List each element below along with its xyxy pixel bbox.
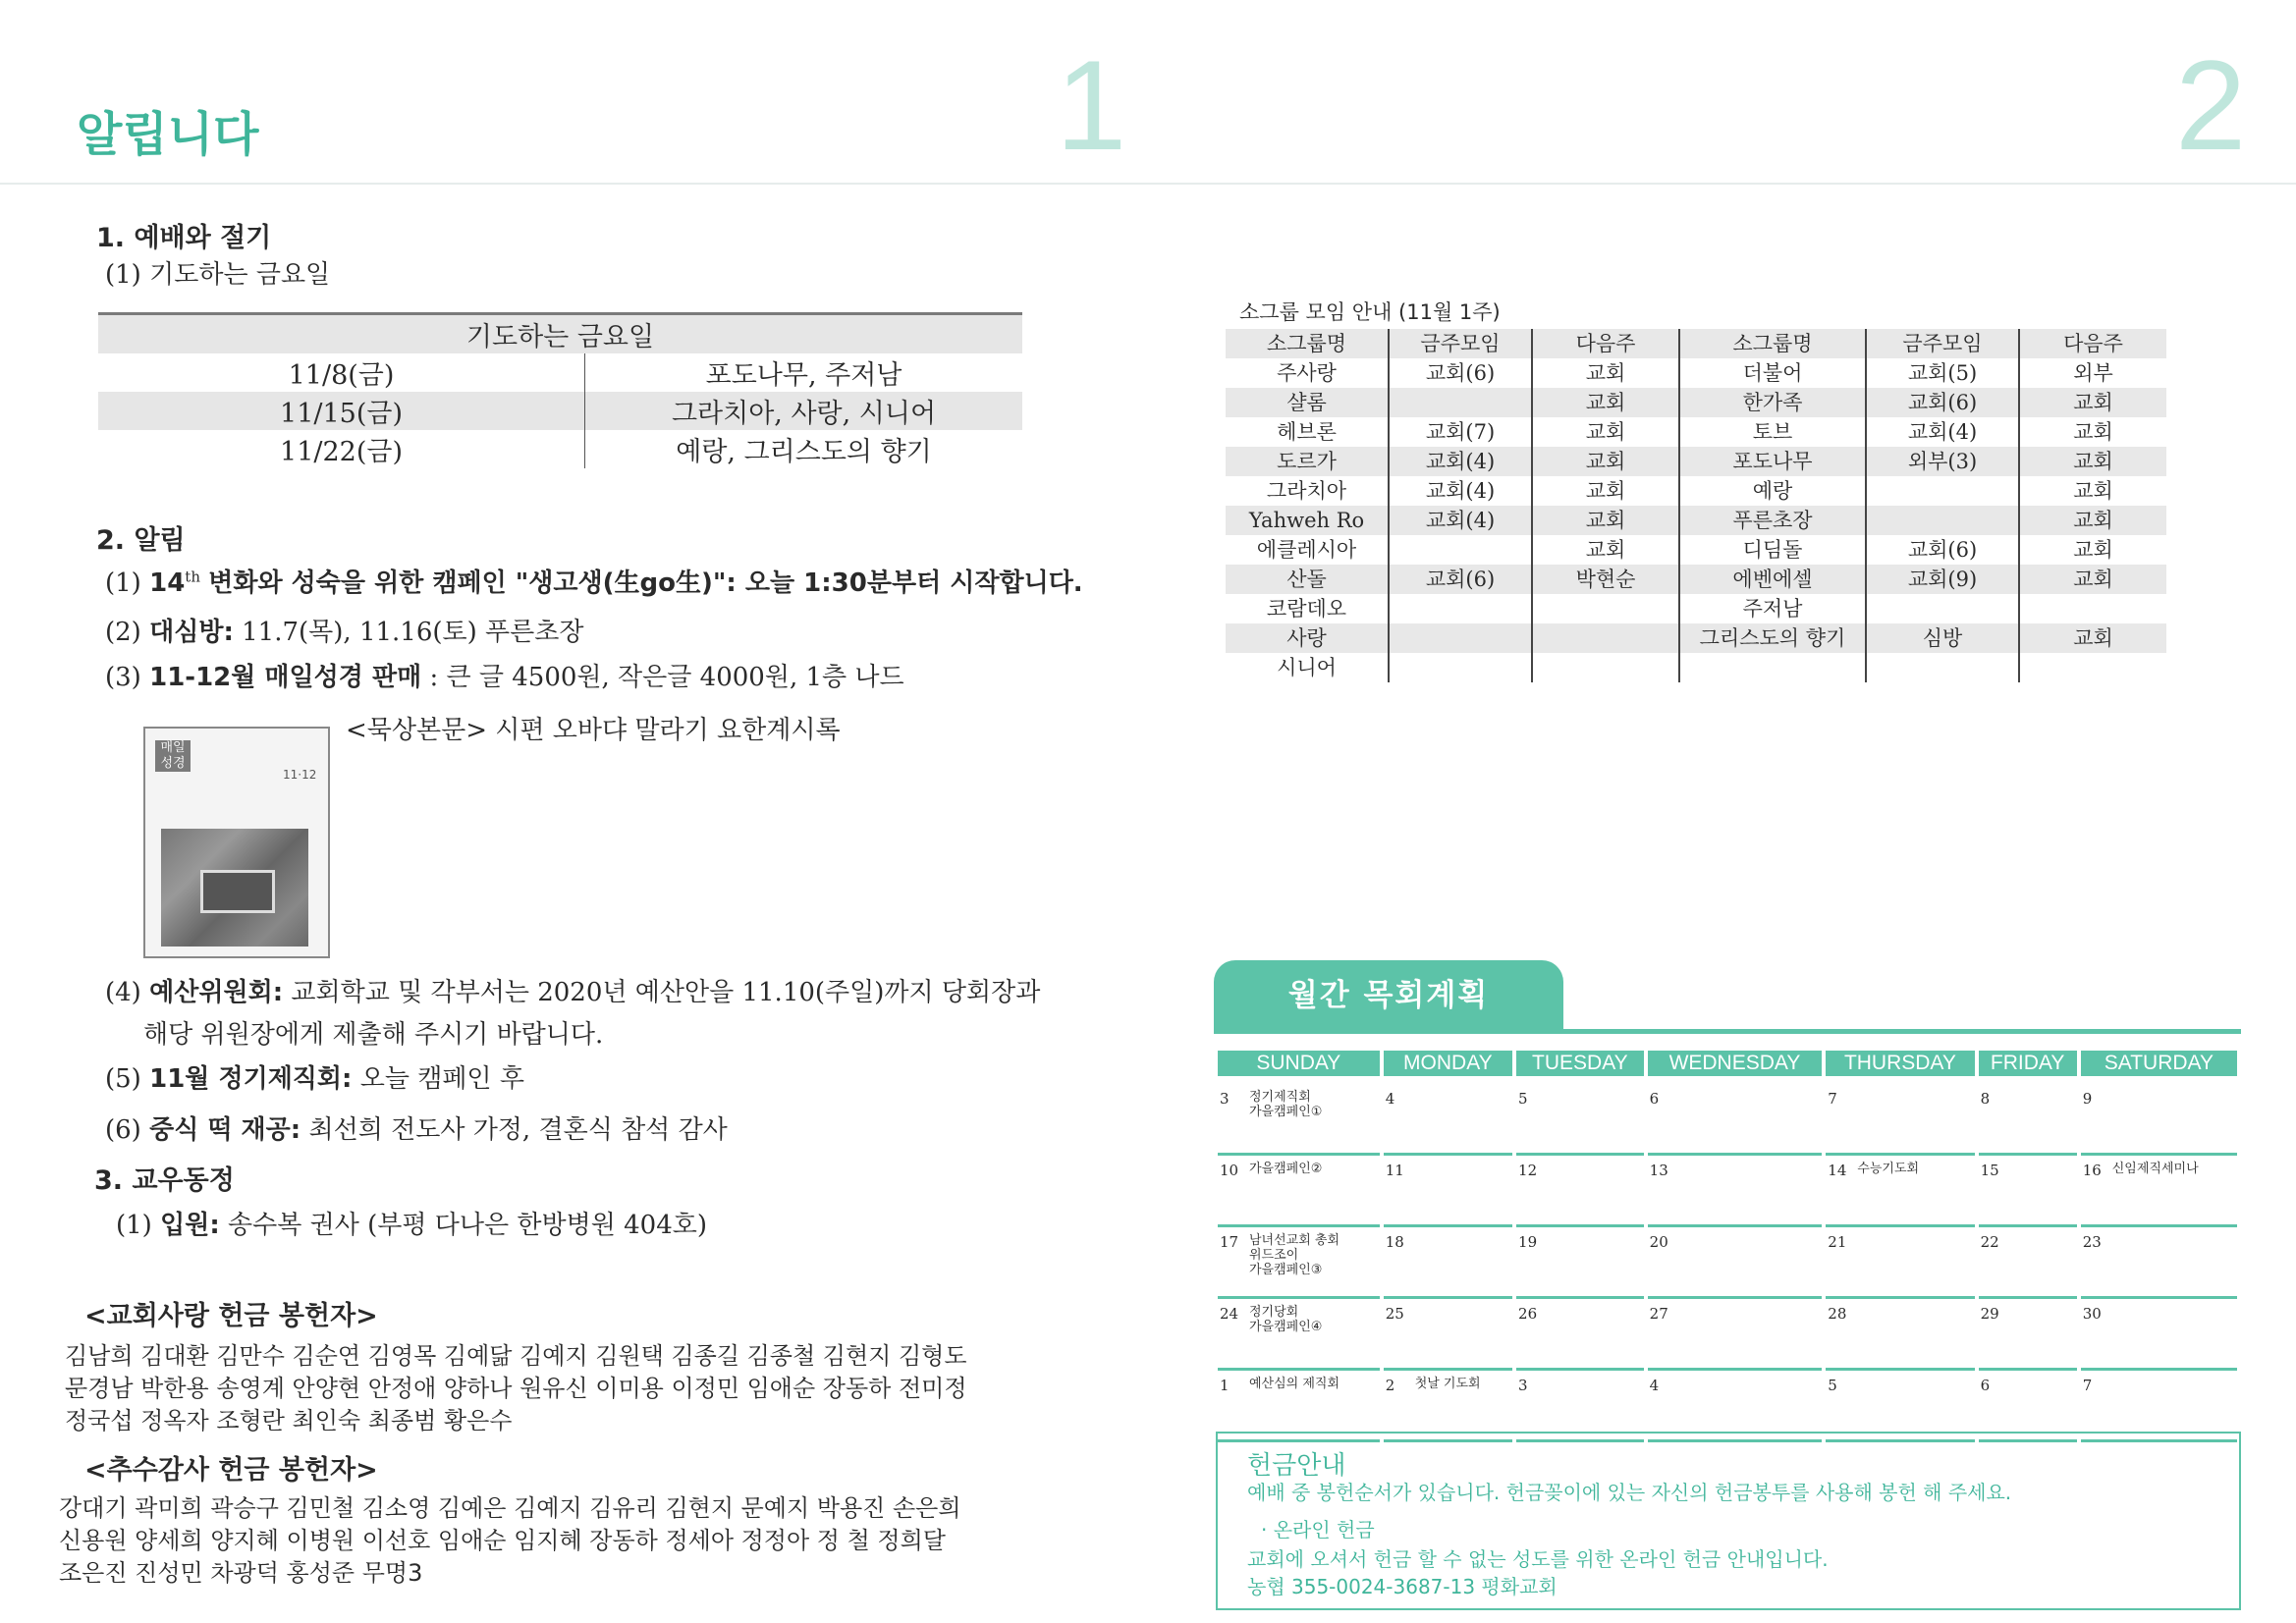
smallgroup-cell: 포도나무 <box>1679 447 1866 476</box>
smallgroup-cell: 교회 <box>1532 476 1679 506</box>
calendar-day-cell <box>1516 1227 1644 1299</box>
smallgroup-cell <box>1389 653 1532 682</box>
smallgroup-cell <box>1389 535 1532 565</box>
calendar-date-number: 29 <box>1980 1305 1999 1323</box>
giving-info-box <box>1216 1432 2241 1610</box>
calendar-date-number: 13 <box>1649 1162 1668 1179</box>
calendar-date-number: 15 <box>1980 1162 1999 1179</box>
smallgroup-cell <box>1389 594 1532 623</box>
smallgroup-cell: 주저남 <box>1679 594 1866 623</box>
smallgroup-row <box>1226 476 2166 506</box>
smallgroup-cell: 도르가 <box>1226 447 1389 476</box>
smallgroup-row <box>1226 653 2166 682</box>
calendar-day-cell <box>1826 1227 1974 1299</box>
calendar-day-header: SATURDAY <box>2081 1051 2237 1076</box>
calendar-day-cell <box>1516 1299 1644 1371</box>
prayer-date: 11/15(금) <box>98 392 585 430</box>
calendar-week-row <box>1218 1076 2237 1156</box>
prayer-friday-table <box>98 312 1022 468</box>
prayer-groups: 그라치아, 사랑, 시니어 <box>585 392 1023 430</box>
calendar-day-header: FRIDAY <box>1979 1051 2077 1076</box>
smallgroup-cell: 교회 <box>1532 535 1679 565</box>
calendar-day-cell <box>1826 1076 1974 1156</box>
calendar-date-number: 4 <box>1649 1377 1660 1394</box>
smallgroup-header-cell: 소그룹명 <box>1679 329 1866 358</box>
book-cover-frame <box>200 870 275 913</box>
calendar-date-number: 14 <box>1828 1162 1847 1179</box>
calendar-date-number: 12 <box>1518 1162 1538 1179</box>
calendar-day-cell <box>1218 1076 1380 1156</box>
smallgroup-table <box>1226 329 2166 682</box>
smallgroup-header-cell: 금주모임 <box>1866 329 2019 358</box>
smallgroup-row <box>1226 623 2166 653</box>
calendar-day-cell <box>1516 1076 1644 1156</box>
smallgroup-header-cell: 소그룹명 <box>1226 329 1389 358</box>
book-issue: 11·12 <box>283 768 317 782</box>
smallgroup-cell: 교회(6) <box>1389 565 1532 594</box>
calendar-date-number: 28 <box>1828 1305 1847 1323</box>
love-offering-donors <box>65 1340 967 1437</box>
calendar-event: 정기당회 가을캠페인④ <box>1249 1305 1323 1334</box>
smallgroup-cell: 사랑 <box>1226 623 1389 653</box>
calendar-date-number: 21 <box>1828 1233 1847 1251</box>
prayer-date: 11/8(금) <box>98 353 585 392</box>
calendar-day-header: MONDAY <box>1384 1051 1512 1076</box>
calendar-day-cell <box>1648 1156 1823 1227</box>
smallgroup-cell: 더불어 <box>1679 358 1866 388</box>
smallgroup-row <box>1226 565 2166 594</box>
calendar-day-cell <box>1826 1156 1974 1227</box>
calendar-title-underline <box>1214 1029 2241 1034</box>
calendar-week-row <box>1218 1299 2237 1371</box>
notice-item-3: (3) 11-12월 매일성경 판매 : 큰 글 4500원, 작은글 4000원, 1층 나드 <box>105 663 904 692</box>
members-item-1: (1) 입원: 송수복 권사 (부평 다나은 한방병원 404호) <box>116 1211 707 1240</box>
love-offering-heading: <교회사랑 헌금 봉헌자> <box>84 1301 378 1331</box>
section-members-title: 3. 교우동정 <box>94 1165 235 1196</box>
calendar-date-number: 19 <box>1518 1233 1538 1251</box>
smallgroup-cell: 교회(9) <box>1866 565 2019 594</box>
calendar-date-number: 7 <box>2082 1377 2093 1394</box>
smallgroup-cell <box>1532 653 1679 682</box>
calendar-date-number: 5 <box>1518 1090 1528 1108</box>
smallgroup-cell <box>1389 623 1532 653</box>
calendar-day-cell <box>1384 1299 1512 1371</box>
smallgroup-header-cell: 다음주 <box>2019 329 2166 358</box>
smallgroup-cell <box>1532 594 1679 623</box>
calendar-date-number: 1 <box>1220 1377 1230 1394</box>
calendar-day-header: WEDNESDAY <box>1648 1051 1823 1076</box>
calendar-date-number: 20 <box>1649 1233 1668 1251</box>
smallgroup-cell: 외부 <box>2073 361 2113 385</box>
calendar-date-number: 11 <box>1385 1162 1404 1179</box>
smallgroup-cell <box>2019 653 2166 682</box>
thanksgiving-offering-donors <box>59 1492 961 1590</box>
smallgroup-cell: 박현순 <box>1532 565 1679 594</box>
calendar-event: 첫날 기도회 <box>1414 1377 1481 1391</box>
calendar-date-number: 23 <box>2082 1233 2102 1251</box>
smallgroup-cell: Yahweh Ro <box>1226 506 1389 535</box>
calendar-day-cell <box>2081 1156 2237 1227</box>
smallgroup-cell: 주사랑 <box>1226 358 1389 388</box>
calendar-day-header: SUNDAY <box>1218 1051 1380 1076</box>
smallgroup-cell: 교회 <box>2019 565 2166 594</box>
notice-item-6: (6) 중식 떡 재공: 최선희 전도사 가정, 결혼식 참석 감사 <box>105 1115 728 1145</box>
smallgroup-cell: 교회(4) <box>1389 506 1532 535</box>
calendar-date-number: 3 <box>1220 1090 1230 1108</box>
calendar-date-number: 8 <box>1980 1090 1991 1108</box>
smallgroup-cell: 샬롬 <box>1226 388 1389 417</box>
smallgroup-cell: 예랑 <box>1679 476 1866 506</box>
page-number-left: 1 <box>1056 33 1127 177</box>
smallgroup-cell: 코람데오 <box>1226 594 1389 623</box>
smallgroup-cell: 토브 <box>1679 417 1866 447</box>
calendar-date-number: 5 <box>1828 1377 1837 1394</box>
notice-item-4-cont: 해당 위원장에게 제출해 주시기 바랍니다. <box>143 1020 604 1050</box>
notice-item-5: (5) 11월 정기제직회: 오늘 캠페인 후 <box>105 1064 524 1094</box>
smallgroup-cell <box>1866 506 2019 535</box>
smallgroup-header-cell: 금주모임 <box>1389 329 1532 358</box>
calendar-day-cell <box>1648 1076 1823 1156</box>
donor-line: 강대기 곽미희 곽승구 김민철 김소영 김예은 김예지 김유리 김현지 문예지 박용진 손은희 <box>59 1494 961 1522</box>
smallgroup-cell <box>1389 388 1532 417</box>
smallgroup-cell: 교회(5) <box>1866 358 2019 388</box>
smallgroup-cell: 교회 <box>1532 447 1679 476</box>
calendar-day-header: TUESDAY <box>1516 1051 1644 1076</box>
smallgroup-cell: 교회 <box>1532 506 1679 535</box>
calendar-day-cell <box>1979 1227 2077 1299</box>
calendar-day-cell <box>1218 1156 1380 1227</box>
smallgroup-cell: 교회 <box>2019 506 2166 535</box>
calendar-day-header: THURSDAY <box>1826 1051 1974 1076</box>
calendar-event: 남녀선교회 총회 위드조이 가을캠페인③ <box>1249 1233 1340 1277</box>
smallgroup-row <box>1226 535 2166 565</box>
notice-item-2: (2) 대심방: 11.7(목), 11.16(토) 푸른초장 <box>105 618 584 647</box>
prayer-groups: 예랑, 그리스도의 향기 <box>676 437 932 467</box>
calendar-date-number: 6 <box>1649 1090 1660 1108</box>
smallgroup-cell <box>1532 623 1679 653</box>
smallgroup-cell: 교회 <box>1532 417 1679 447</box>
calendar-day-cell <box>1826 1299 1974 1371</box>
smallgroup-cell: 외부(3) <box>1866 447 2019 476</box>
calendar-date-number: 30 <box>2082 1305 2102 1323</box>
calendar-date-number: 18 <box>1385 1233 1404 1251</box>
donor-line: 문경남 박한용 송영계 안양현 안정애 양하나 원유신 이미용 이정민 임애순 장동하 전미정 <box>65 1375 967 1402</box>
smallgroup-cell: 교회(6) <box>1866 535 2019 565</box>
thanksgiving-offering-heading: <추수감사 헌금 봉헌자> <box>84 1455 378 1486</box>
calendar-date-number: 27 <box>1649 1305 1668 1323</box>
calendar-week-row <box>1218 1227 2237 1299</box>
calendar-date-number: 4 <box>1385 1090 1395 1108</box>
calendar-day-cell <box>1384 1156 1512 1227</box>
smallgroup-cell <box>1679 653 1866 682</box>
smallgroup-cell: 시니어 <box>1226 653 1389 682</box>
smallgroup-cell: 헤브론 <box>1226 417 1389 447</box>
donor-line: 김남희 김대환 김만수 김순연 김영목 김예닮 김예지 김원택 김종길 김종철 김현지 김형도 <box>65 1342 967 1370</box>
smallgroup-cell: 교회(6) <box>1866 388 2019 417</box>
smallgroup-cell: 교회 <box>2019 623 2166 653</box>
smallgroup-row <box>1226 594 2166 623</box>
calendar-date-number: 6 <box>1980 1377 1991 1394</box>
giving-online-label: · 온라인 헌금 <box>1261 1518 1375 1542</box>
notice-item-3-sub: <묵상본문> 시편 오바댜 말라기 요한계시록 <box>346 716 841 745</box>
giving-bank-account: 농협 355-0024-3687-13 평화교회 <box>1247 1575 1558 1598</box>
smallgroup-cell: 에클레시아 <box>1226 535 1389 565</box>
smallgroup-cell: 산돌 <box>1226 565 1389 594</box>
smallgroup-cell: 푸른초장 <box>1679 506 1866 535</box>
calendar-date-number: 10 <box>1220 1162 1239 1179</box>
giving-title: 헌금안내 <box>1247 1451 1346 1481</box>
calendar-event: 예산심의 제직회 <box>1249 1377 1340 1391</box>
smallgroup-cell: 교회(4) <box>1866 417 2019 447</box>
book-title: 매일성경 <box>155 740 191 772</box>
smallgroup-cell: 교회 <box>2073 479 2113 503</box>
calendar-day-cell <box>2081 1076 2237 1156</box>
calendar-day-header-row <box>1218 1051 2237 1076</box>
calendar-date-number: 25 <box>1385 1305 1404 1323</box>
smallgroup-cell: 심방 <box>1866 623 2019 653</box>
smallgroup-row <box>1226 417 2166 447</box>
smallgroup-row <box>1226 358 2166 388</box>
smallgroup-cell: 교회 <box>2019 447 2166 476</box>
donor-line: 조은진 진성민 차광덕 홍성준 무명3 <box>59 1559 423 1587</box>
calendar-date-number: 22 <box>1980 1233 1999 1251</box>
page-title: 알립니다 <box>77 107 259 162</box>
smallgroup-cell: 그라치아 <box>1226 476 1389 506</box>
smallgroup-cell: 교회(4) <box>1389 476 1532 506</box>
smallgroup-row <box>1226 388 2166 417</box>
calendar-day-cell <box>1384 1227 1512 1299</box>
calendar-day-cell <box>1218 1227 1380 1299</box>
calendar-date-number: 3 <box>1518 1377 1528 1394</box>
calendar-day-cell <box>2081 1227 2237 1299</box>
calendar-day-cell <box>1648 1227 1823 1299</box>
smallgroup-cell: 교회 <box>2073 420 2113 444</box>
calendar-day-cell <box>1218 1299 1380 1371</box>
calendar-event: 정기제직회 가을캠페인① <box>1249 1090 1323 1119</box>
worship-sub-title: (1) 기도하는 금요일 <box>105 260 331 290</box>
calendar-day-cell <box>1648 1299 1823 1371</box>
monthly-calendar <box>1214 1051 2241 1442</box>
calendar-date-number: 7 <box>1828 1090 1837 1108</box>
calendar-date-number: 24 <box>1220 1305 1239 1323</box>
bible-book-cover-image <box>143 727 330 958</box>
smallgroup-header-cell: 다음주 <box>1532 329 1679 358</box>
donor-line: 정국섭 정옥자 조형란 최인숙 최종범 황은수 <box>65 1407 513 1434</box>
calendar-date-number: 26 <box>1518 1305 1538 1323</box>
prayer-table-header: 기도하는 금요일 <box>98 314 1022 354</box>
calendar-title-tab: 월간 목회계획 <box>1214 960 1563 1031</box>
smallgroup-cell <box>1866 594 2019 623</box>
calendar-day-cell <box>1979 1299 2077 1371</box>
calendar-date-number: 16 <box>2082 1162 2102 1179</box>
calendar-date-number: 2 <box>1385 1377 1395 1394</box>
calendar-event: 가을캠페인② <box>1249 1162 1323 1176</box>
giving-line: 예배 중 봉헌순서가 있습니다. 헌금꽂이에 있는 자신의 헌금봉투를 사용해 봉헌 해 주세요. <box>1247 1481 2012 1504</box>
smallgroup-cell <box>1866 653 2019 682</box>
calendar-day-cell <box>1979 1076 2077 1156</box>
smallgroup-cell: 교회 <box>2019 388 2166 417</box>
smallgroup-row <box>1226 506 2166 535</box>
calendar-event: 신임제직세미나 <box>2111 1162 2199 1176</box>
calendar-day-cell <box>1516 1156 1644 1227</box>
giving-line: 교회에 오셔서 헌금 할 수 없는 성도를 위한 온라인 헌금 안내입니다. <box>1247 1547 1829 1571</box>
prayer-date: 11/22(금) <box>98 430 585 468</box>
smallgroup-cell <box>1866 476 2019 506</box>
smallgroup-cell: 디딤돌 <box>1679 535 1866 565</box>
smallgroup-title: 소그룹 모임 안내 (11월 1주) <box>1239 300 1501 324</box>
smallgroup-cell: 교회(7) <box>1389 417 1532 447</box>
section-notice-title: 2. 알림 <box>96 525 186 556</box>
book-cover-photo <box>161 829 308 947</box>
smallgroup-row <box>1226 447 2166 476</box>
calendar-week-row <box>1218 1156 2237 1227</box>
notice-item-1: (1) 14th 변화와 성숙을 위한 캠페인 "생고생(生go生)": 오늘 1:30분부터 시작합니다. <box>105 568 1083 598</box>
smallgroup-cell: 에벤에셀 <box>1679 565 1866 594</box>
calendar-day-cell <box>1979 1156 2077 1227</box>
page-number-right: 2 <box>2175 33 2247 177</box>
smallgroup-cell: 교회 <box>1532 358 1679 388</box>
calendar-date-number: 17 <box>1220 1233 1239 1251</box>
notice-item-4: (4) 예산위원회: 교회학교 및 각부서는 2020년 예산안을 11.10(주일)까지 당회장과 <box>105 978 1041 1007</box>
smallgroup-cell: 교회(4) <box>1389 447 1532 476</box>
header-divider <box>0 183 2296 185</box>
calendar-date-number: 9 <box>2082 1090 2093 1108</box>
smallgroup-cell: 그리스도의 향기 <box>1679 623 1866 653</box>
smallgroup-cell: 한가족 <box>1679 388 1866 417</box>
prayer-groups: 포도나무, 주저남 <box>705 360 902 391</box>
calendar-day-cell <box>1384 1076 1512 1156</box>
calendar-event: 수능기도회 <box>1857 1162 1920 1176</box>
donor-line: 신용원 양세희 양지혜 이병원 이선호 임애순 임지혜 장동하 정세아 정정아 정 철 정희달 <box>59 1527 946 1554</box>
section-worship-title: 1. 예배와 절기 <box>96 223 272 253</box>
smallgroup-cell: 교회 <box>2073 538 2113 562</box>
smallgroup-cell: 교회 <box>1532 388 1679 417</box>
smallgroup-cell <box>2019 594 2166 623</box>
smallgroup-header-row <box>1226 329 2166 358</box>
smallgroup-cell: 교회(6) <box>1389 358 1532 388</box>
calendar-day-cell <box>2081 1299 2237 1371</box>
